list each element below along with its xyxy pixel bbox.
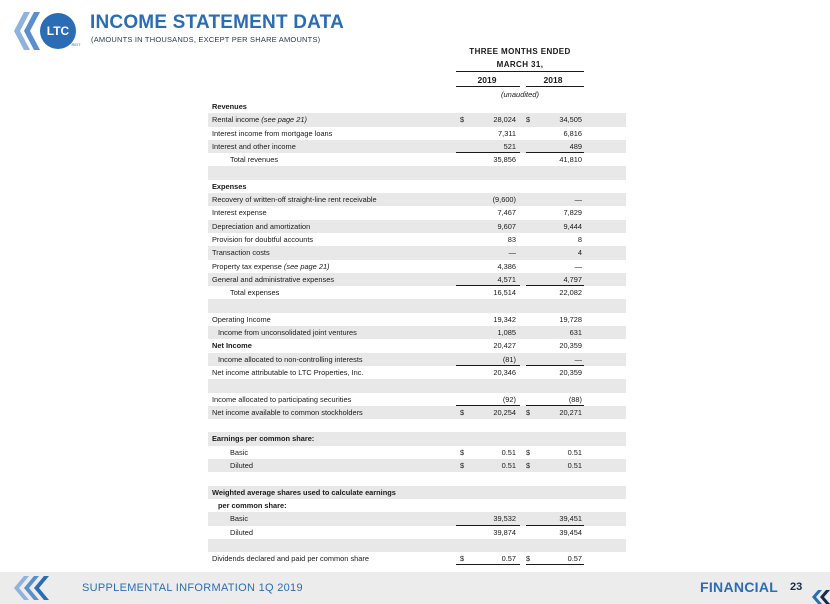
row-label: Net Income bbox=[212, 341, 252, 351]
currency-symbol: $ bbox=[460, 407, 465, 417]
row-label: Depreciation and amortization bbox=[212, 221, 311, 231]
logo-subtext: REIT bbox=[71, 42, 81, 47]
value-2019: 521 bbox=[503, 141, 516, 151]
row-label: Provision for doubtful accounts bbox=[212, 234, 314, 244]
value-2019: 9,607 bbox=[497, 221, 516, 231]
table-row bbox=[208, 512, 626, 525]
footer-chevron-icon bbox=[12, 574, 62, 602]
table-row bbox=[208, 260, 626, 273]
value-2018: 4 bbox=[577, 248, 582, 258]
row-label: Operating Income bbox=[212, 314, 271, 324]
period-header-rule bbox=[456, 71, 584, 72]
value-2019: 16,514 bbox=[493, 288, 516, 298]
spacer-row bbox=[208, 539, 626, 552]
value-2019: 4,386 bbox=[497, 261, 516, 271]
row-label: Transaction costs bbox=[212, 248, 270, 258]
value-2018: 0.51 bbox=[567, 461, 582, 471]
footer bbox=[0, 572, 830, 604]
table-row bbox=[208, 286, 626, 299]
value-2019: — bbox=[508, 248, 516, 258]
spacer-row bbox=[208, 299, 626, 312]
row-label: Revenues bbox=[212, 102, 247, 111]
table-row bbox=[208, 313, 626, 326]
row-label: Income from unconsolidated joint ventures bbox=[218, 328, 357, 338]
corner-chevron-icon bbox=[808, 586, 830, 604]
value-2019: 39,874 bbox=[493, 527, 516, 537]
row-label: per common share: bbox=[218, 500, 287, 510]
currency-symbol: $ bbox=[460, 447, 465, 457]
table-row bbox=[208, 393, 626, 406]
table-row bbox=[208, 220, 626, 233]
value-2019: 0.51 bbox=[501, 461, 516, 471]
value-2018: 19,728 bbox=[559, 314, 582, 324]
row-label: Earnings per common share: bbox=[212, 434, 315, 444]
value-2018: 4,797 bbox=[563, 274, 582, 284]
year-2018-rule bbox=[526, 86, 584, 87]
spacer-row bbox=[208, 166, 626, 179]
value-2018: 20,271 bbox=[559, 407, 582, 417]
row-label: Interest and other income bbox=[212, 141, 296, 151]
currency-symbol: $ bbox=[526, 461, 531, 471]
row-label: Net income attributable to LTC Properties, Inc. bbox=[212, 367, 364, 377]
logo-chevrons bbox=[14, 12, 40, 50]
spacer-row bbox=[208, 472, 626, 485]
currency-symbol: $ bbox=[526, 554, 531, 564]
value-2018: 0.57 bbox=[567, 554, 582, 564]
value-2019: 1,085 bbox=[497, 328, 516, 338]
table-row bbox=[208, 326, 626, 339]
table-row bbox=[208, 499, 626, 512]
row-label: Recovery of written-off straight-line rent receivable bbox=[212, 195, 377, 205]
period-header-line1: THREE MONTHS ENDED bbox=[469, 47, 571, 56]
value-2018: 39,451 bbox=[559, 514, 582, 524]
row-label: Net income available to common stockholders bbox=[212, 407, 363, 417]
value-2018: 20,359 bbox=[559, 341, 582, 351]
table-row bbox=[208, 180, 626, 193]
table-row bbox=[208, 273, 626, 286]
value-2018: — bbox=[574, 195, 582, 205]
row-label: Income allocated to participating securities bbox=[212, 394, 352, 404]
year-2018-header: 2018 bbox=[543, 75, 563, 85]
value-2018: 39,454 bbox=[559, 527, 582, 537]
table-row bbox=[208, 140, 626, 153]
row-label: Income allocated to non-controlling interests bbox=[218, 354, 363, 364]
row-label: Total revenues bbox=[230, 155, 279, 165]
table-row bbox=[208, 100, 626, 113]
table-row bbox=[208, 339, 626, 352]
value-2019: 20,254 bbox=[493, 407, 516, 417]
page-title: INCOME STATEMENT DATA bbox=[90, 12, 344, 33]
unaudited-label: (unaudited) bbox=[501, 90, 539, 99]
row-label: Property tax expense (see page 21) bbox=[212, 261, 330, 271]
value-2018: 22,082 bbox=[559, 288, 582, 298]
value-2019: 7,467 bbox=[497, 208, 516, 218]
value-2018: 631 bbox=[569, 328, 582, 338]
currency-symbol: $ bbox=[460, 554, 465, 564]
row-label: Weighted average shares used to calculate earnings bbox=[212, 487, 396, 497]
table-row bbox=[208, 459, 626, 472]
spacer-row bbox=[208, 379, 626, 392]
row-label: Total expenses bbox=[230, 288, 280, 298]
period-header-line2: MARCH 31, bbox=[496, 60, 544, 69]
row-label: General and administrative expenses bbox=[212, 274, 335, 284]
table-row bbox=[208, 153, 626, 166]
row-label: Basic bbox=[230, 514, 249, 524]
spacer-row bbox=[208, 419, 626, 432]
table-row bbox=[208, 127, 626, 140]
row-label: Expenses bbox=[212, 181, 247, 191]
value-2019: 39,532 bbox=[493, 514, 516, 524]
row-label: Basic bbox=[230, 447, 249, 457]
table-row bbox=[208, 233, 626, 246]
value-2018: 9,444 bbox=[563, 221, 582, 231]
value-2018: 0.51 bbox=[567, 447, 582, 457]
value-2019: 28,024 bbox=[493, 115, 516, 125]
ltc-logo bbox=[10, 8, 84, 54]
income-statement-table bbox=[208, 100, 626, 565]
table-row bbox=[208, 353, 626, 366]
table-row bbox=[208, 486, 626, 499]
table-row bbox=[208, 193, 626, 206]
table-row bbox=[208, 446, 626, 459]
row-label: Interest income from mortgage loans bbox=[212, 128, 333, 138]
currency-symbol: $ bbox=[460, 461, 465, 471]
value-2019: 20,346 bbox=[493, 367, 516, 377]
table-row bbox=[208, 246, 626, 259]
subtotal-rule bbox=[526, 564, 584, 565]
value-2018: 41,810 bbox=[559, 155, 582, 165]
value-2019: 7,311 bbox=[498, 128, 516, 138]
value-2018: — bbox=[574, 354, 582, 364]
table-row bbox=[208, 432, 626, 445]
value-2019: 0.51 bbox=[501, 447, 516, 457]
value-2019: 19,342 bbox=[493, 314, 516, 324]
page-subtitle: (AMOUNTS IN THOUSANDS, EXCEPT PER SHARE AMOUNTS) bbox=[91, 35, 321, 44]
table-row bbox=[208, 366, 626, 379]
value-2019: 35,856 bbox=[493, 155, 516, 165]
value-2019: 0.57 bbox=[501, 554, 516, 564]
value-2018: — bbox=[574, 261, 582, 271]
value-2019: (9,600) bbox=[492, 195, 516, 205]
footer-section-title: FINANCIAL bbox=[700, 579, 779, 595]
value-2019: (92) bbox=[502, 394, 516, 404]
value-2019: 4,571 bbox=[497, 274, 516, 284]
currency-symbol: $ bbox=[460, 115, 465, 125]
value-2019: (81) bbox=[502, 354, 516, 364]
value-2018: (88) bbox=[568, 394, 582, 404]
page-number: 23 bbox=[790, 581, 803, 593]
currency-symbol: $ bbox=[526, 115, 531, 125]
value-2018: 489 bbox=[569, 141, 582, 151]
row-label: Dividends declared and paid per common share bbox=[212, 554, 369, 564]
table-row bbox=[208, 206, 626, 219]
row-label: Diluted bbox=[230, 527, 254, 537]
currency-symbol: $ bbox=[526, 407, 531, 417]
year-2019-header: 2019 bbox=[477, 75, 497, 85]
currency-symbol: $ bbox=[526, 447, 531, 457]
table-row bbox=[208, 526, 626, 539]
table-row bbox=[208, 113, 626, 126]
value-2019: 83 bbox=[507, 234, 516, 244]
value-2018: 7,829 bbox=[563, 208, 582, 218]
footer-supplemental-info: SUPPLEMENTAL INFORMATION 1Q 2019 bbox=[82, 582, 303, 594]
logo-text: LTC bbox=[46, 24, 70, 38]
value-2018: 34,505 bbox=[559, 115, 582, 125]
row-label: Interest expense bbox=[212, 208, 267, 218]
table-row bbox=[208, 406, 626, 419]
row-label: Diluted bbox=[230, 461, 254, 471]
year-2019-rule bbox=[456, 86, 520, 87]
table-row bbox=[208, 552, 626, 565]
row-label: Rental income (see page 21) bbox=[212, 115, 307, 125]
value-2018: 6,816 bbox=[563, 128, 582, 138]
value-2019: 20,427 bbox=[493, 341, 516, 351]
value-2018: 20,359 bbox=[559, 367, 582, 377]
value-2018: 8 bbox=[577, 234, 582, 244]
subtotal-rule bbox=[456, 564, 520, 565]
